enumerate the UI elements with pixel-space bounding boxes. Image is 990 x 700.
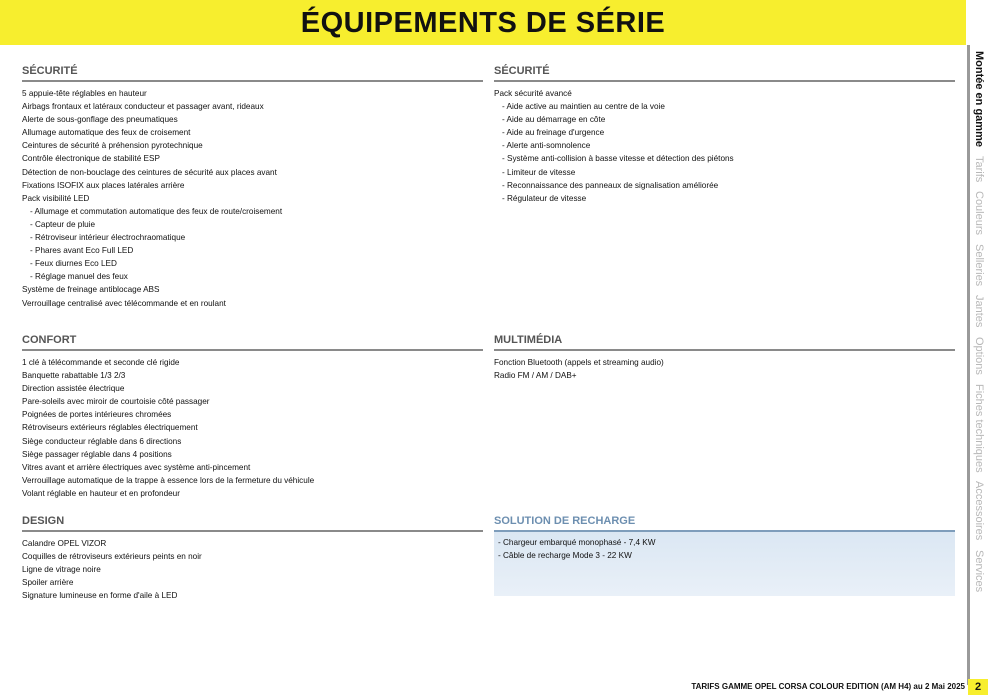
sidebar-item-tarifs[interactable]: Tarifs (973, 155, 985, 183)
section-heading: SOLUTION DE RECHARGE (494, 514, 955, 532)
list-item: Siège conducteur réglable dans 6 directions (22, 436, 182, 446)
list-item: - Allumage et commutation automatique des feux de route/croisement (30, 206, 283, 216)
list-item: 1 clé à télécommande et seconde clé rigide (22, 358, 180, 367)
list-item: - Reconnaissance des panneaux de signalisation améliorée (502, 180, 719, 190)
list-item: Direction assistée électrique (22, 384, 125, 394)
list-item: - Régulateur de vitesse (502, 193, 587, 203)
list-item: Radio FM / AM / DAB+ (494, 371, 577, 381)
list-item: Spoiler arrière (22, 578, 74, 588)
item-list (494, 87, 955, 205)
list-item: - Réglage manuel des feux (30, 272, 128, 282)
list-item: Pare-soleils avec miroir de courtoisie côté passager (22, 397, 210, 407)
section-heading: SÉCURITÉ (494, 64, 955, 82)
item-list (494, 356, 955, 382)
sidebar-item-montée-en-gamme[interactable]: Montée en gamme (973, 51, 985, 147)
section-securite-left (22, 64, 483, 310)
list-item: - Câble de recharge Mode 3 - 22 KW (498, 551, 632, 561)
list-item: Vitres avant et arrière électriques avec système anti-pincement (22, 462, 251, 472)
list-item: Volant réglable en hauteur et en profondeur (22, 488, 180, 498)
item-list (494, 532, 955, 596)
footer-text: TARIFS GAMME OPEL CORSA COLOUR EDITION (AM H4) au 2 Mai 2025 (691, 682, 965, 691)
list-item: - Capteur de pluie (30, 219, 96, 229)
list-item: 5 appuie-tête réglables en hauteur (22, 89, 147, 98)
item-list (22, 537, 483, 602)
list-item: - Rétroviseur intérieur électrochraomatique (30, 233, 186, 243)
list-item: - Limiteur de vitesse (502, 167, 576, 177)
sidebar-item-fiches-techniques[interactable]: Fiches techniques (973, 383, 985, 473)
list-item: - Aide active au maintien au centre de la voie (502, 102, 665, 112)
list-item: Allumage automatique des feux de croisement (22, 128, 191, 138)
sidebar-item-services[interactable]: Services (973, 549, 985, 592)
list-item: - Feux diurnes Eco LED (30, 259, 117, 269)
section-design (22, 514, 483, 602)
list-item: Verrouillage automatique de la trappe à essence lors de la fermeture du véhicule (22, 475, 315, 485)
section-heading: CONFORT (22, 333, 483, 351)
sidebar-item-accessoires[interactable]: Accessoires (973, 481, 985, 541)
sidebar-item-jantes[interactable]: Jantes (973, 295, 985, 328)
list-item: Système de freinage antiblocage ABS (22, 285, 160, 295)
list-item: Airbags frontaux et latéraux conducteur et passager avant, rideaux (22, 102, 264, 112)
section-heading: DESIGN (22, 514, 483, 532)
list-item: Banquette rabattable 1/3 2/3 (22, 371, 126, 381)
page-number: 2 (968, 679, 988, 695)
list-item: - Chargeur embarqué monophasé - 7,4 KW (498, 538, 656, 547)
sidebar-nav (967, 45, 990, 685)
list-item: Rétroviseurs extérieurs réglables électriquement (22, 423, 198, 433)
section-confort (22, 333, 483, 500)
section-heading: SÉCURITÉ (22, 64, 483, 82)
list-item: Alerte de sous-gonflage des pneumatiques (22, 115, 178, 125)
section-securite-right (494, 64, 955, 205)
list-item: - Aide au freinage d'urgence (502, 128, 605, 138)
list-item: Coquilles de rétroviseurs extérieurs peints en noir (22, 552, 202, 562)
list-item: - Système anti-collision à basse vitesse et détection des piétons (502, 154, 734, 164)
sidebar-item-selleries[interactable]: Selleries (973, 244, 985, 287)
item-list (22, 87, 483, 310)
section-heading: MULTIMÉDIA (494, 333, 955, 351)
list-item: - Alerte anti-somnolence (502, 141, 591, 151)
list-item: Verrouillage centralisé avec télécommande et en roulant (22, 298, 226, 308)
item-list (22, 356, 483, 500)
list-item: - Phares avant Eco Full LED (30, 246, 134, 256)
section-recharge (494, 514, 955, 596)
page-title: ÉQUIPEMENTS DE SÉRIE (0, 0, 966, 45)
section-multimedia (494, 333, 955, 382)
list-item: Signature lumineuse en forme d'aile à LED (22, 591, 178, 601)
list-item: Pack visibilité LED (22, 193, 90, 203)
list-item: Pack sécurité avancé (494, 89, 572, 98)
list-item: Contrôle électronique de stabilité ESP (22, 154, 160, 164)
list-item: Ceintures de sécurité à préhension pyrotechnique (22, 141, 203, 151)
list-item: Siège passager réglable dans 4 positions (22, 449, 172, 459)
list-item: Poignées de portes intérieures chromées (22, 410, 172, 420)
list-item: Calandre OPEL VIZOR (22, 539, 107, 548)
list-item: Détection de non-bouclage des ceintures de sécurité aux places avant (22, 167, 277, 177)
list-item: - Aide au démarrage en côte (502, 115, 606, 125)
sidebar-item-couleurs[interactable]: Couleurs (973, 191, 985, 236)
list-item: Ligne de vitrage noire (22, 565, 101, 575)
list-item: Fixations ISOFIX aux places latérales arrière (22, 180, 185, 190)
list-item: Fonction Bluetooth (appels et streaming audio) (494, 358, 664, 367)
sidebar-item-options[interactable]: Options (973, 336, 985, 375)
